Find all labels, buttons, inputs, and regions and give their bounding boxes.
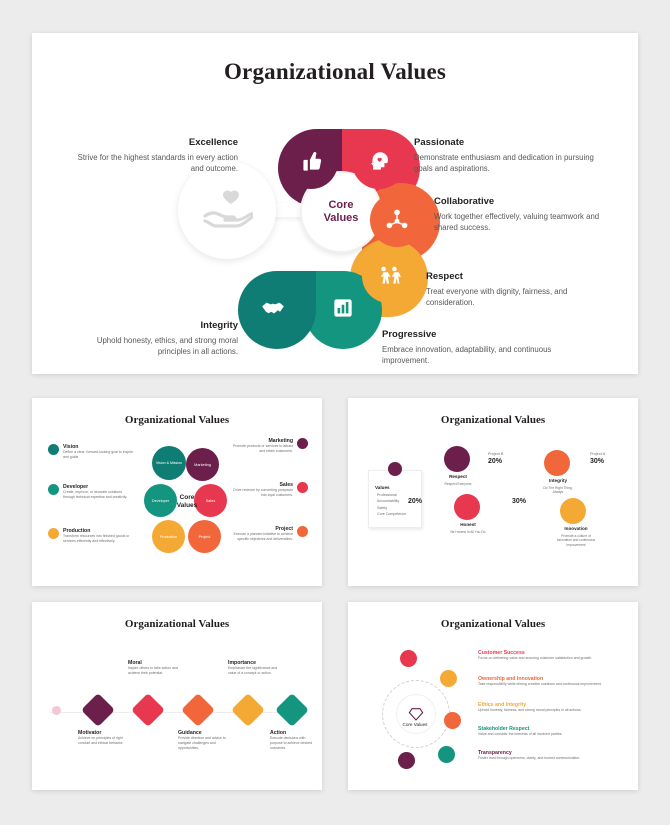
label-title: Progressive	[382, 329, 437, 340]
core-label-line2: Values	[323, 212, 359, 224]
bubble-production[interactable]	[152, 520, 185, 553]
thumb1-right-item-sales	[228, 482, 308, 498]
node-honest[interactable]	[454, 494, 480, 520]
step-title: Motivator	[78, 730, 102, 736]
page-title: Organizational Values	[223, 59, 447, 84]
card-list-item: Accountability	[377, 499, 400, 504]
step-desc: Emphasize the significance and value of a concept or action.	[228, 666, 278, 675]
label-desc: Work together effectively, valuing teamwork and shared success.	[434, 212, 600, 232]
item-desc: Create, improve, or innovate solutions through technical expertise and creativity.	[63, 490, 128, 499]
item-title: Sales	[279, 482, 293, 488]
core-values-diagram	[32, 91, 638, 374]
node-project-a-top: Project A	[590, 452, 606, 456]
item-title: Production	[63, 528, 91, 534]
node-respect[interactable]	[444, 446, 470, 472]
step-desc: Provide direction and advice to navigate challenges and opportunities.	[178, 736, 226, 750]
step-title: Importance	[228, 660, 256, 666]
orbit-gear-icon[interactable]	[444, 712, 461, 729]
thumbnail-slide-2[interactable]	[348, 398, 638, 586]
orbit-search-icon[interactable]	[398, 752, 415, 769]
label-desc: Strive for the highest standards in every action and outcome.	[77, 153, 238, 173]
factory-icon	[48, 528, 59, 539]
center-core-label: Core Values	[402, 722, 428, 727]
target-icon	[297, 526, 308, 537]
step-action[interactable]	[275, 693, 309, 727]
item-desc: Execute a planned initiative to achieve specific objectives and deliverables.	[233, 532, 293, 541]
label-desc: Uphold honesty, ethics, and strong moral principles in all actions.	[96, 336, 238, 356]
label-importance	[228, 660, 286, 676]
bubble-marketing[interactable]	[186, 448, 219, 481]
node-label-respect: Respect	[449, 474, 467, 479]
step-desc: Achieve on principles of right conduct and ethical behavior.	[78, 736, 124, 745]
bubble-label: Marketing	[194, 462, 211, 467]
item-desc: Focus on delivering value and ensuring customer satisfaction and growth.	[478, 656, 593, 660]
node-caption-respect: Respect Everyone	[444, 482, 472, 486]
label-excellence	[70, 137, 238, 174]
step-title: Moral	[128, 660, 142, 666]
label-title: Excellence	[188, 137, 238, 148]
clip-icon	[388, 462, 402, 476]
node-project-b: Project B	[488, 452, 504, 456]
label-title: Collaborative	[434, 196, 495, 207]
item-title: Developer	[63, 484, 89, 490]
node-caption-honest: Be Honest In All You Do	[450, 530, 486, 534]
item-title: Marketing	[268, 438, 293, 444]
label-action	[270, 730, 318, 751]
thumb1-left-item-developer	[48, 484, 134, 500]
node-label-integrity: Integrity	[548, 478, 568, 483]
icon-bubble-integrity[interactable]	[246, 281, 300, 335]
list-item	[478, 702, 624, 713]
label-moral	[128, 660, 182, 676]
node-label-innovation: Innovation	[564, 526, 588, 531]
code-icon	[48, 484, 59, 495]
handshake-icon	[260, 295, 286, 321]
label-passionate	[414, 137, 594, 174]
thumb-title: Organizational Values	[124, 618, 230, 630]
list-item	[478, 676, 624, 687]
thumb1-right-item-project	[228, 526, 308, 542]
eye-icon	[48, 444, 59, 455]
thumbnail-slide-4[interactable]	[348, 602, 638, 790]
item-title: Ownership and Innovation	[478, 676, 544, 682]
thumb1-left-item-vision	[48, 444, 134, 460]
thumbs-up-icon	[298, 149, 324, 175]
label-motivator	[78, 730, 134, 746]
path-end-dot	[52, 706, 61, 715]
card-list-item: Professional	[377, 493, 397, 497]
item-title: Project	[275, 526, 293, 532]
bubble-vision-mission[interactable]	[152, 446, 186, 480]
item-desc: Transform resources into finished goods or services efficiently and effectively.	[63, 534, 130, 543]
step-moral[interactable]	[131, 693, 165, 727]
growth-icon	[297, 482, 308, 493]
step-importance[interactable]	[231, 693, 265, 727]
thumb-title: Organizational Values	[124, 414, 230, 426]
people-icon	[376, 263, 402, 289]
network-nodes-icon	[384, 207, 410, 233]
bubble-label: Sales	[205, 498, 216, 503]
thumb1-center-label: Core Values	[176, 494, 198, 509]
orbit-bulb-icon[interactable]	[440, 670, 457, 687]
head-heart-icon	[366, 149, 392, 175]
item-desc: Drive revenue by converting prospects into loyal customers.	[233, 488, 293, 497]
label-collaborative	[434, 196, 614, 233]
item-desc: Take responsibility while driving creative solutions and continuous improvement.	[478, 682, 602, 686]
thumbnail-slide-3[interactable]	[32, 602, 322, 790]
item-title: Transparency	[478, 750, 512, 756]
node-caption-integrity: Do The Right Thing, Always	[543, 486, 573, 495]
center-core-values	[396, 694, 436, 734]
node-label-honest: Honest	[460, 522, 476, 527]
node-value-innovation: 30%	[512, 498, 527, 505]
icon-bubble-progressive[interactable]	[316, 281, 370, 335]
item-title: Ethics and Integrity	[478, 702, 527, 708]
icon-bubble-respect[interactable]	[362, 249, 416, 303]
node-value-a-top: 30%	[590, 458, 605, 465]
icon-bubble-excellence[interactable]	[284, 135, 338, 189]
bar-chart-icon	[330, 295, 356, 321]
label-desc: Embrace innovation, adaptability, and continuous improvement.	[382, 345, 552, 365]
thumb-title: Organizational Values	[440, 618, 546, 630]
label-progressive	[382, 329, 562, 366]
node-caption-innovation: Promote a culture of innovation and continuous improvement	[556, 534, 596, 547]
bubble-label: Production	[159, 534, 178, 539]
bubble-label: Developer	[151, 498, 170, 503]
orbit-people-icon[interactable]	[400, 650, 417, 667]
label-guidance	[178, 730, 234, 751]
orbit-hand-icon[interactable]	[438, 746, 455, 763]
label-desc: Treat everyone with dignity, fairness, and consideration.	[426, 287, 568, 307]
thumb1-left-item-production	[48, 528, 134, 544]
item-desc: Foster trust through openness, clarity, and honest communication.	[478, 756, 581, 760]
card-list-item: Core Competence	[377, 512, 407, 517]
label-title: Integrity	[200, 320, 238, 331]
list-item	[478, 750, 624, 761]
label-integrity	[68, 320, 238, 357]
step-desc: Inspire others to take action and achieve their potential.	[128, 666, 178, 675]
item-desc: Value and consider the interests of all involved parties.	[478, 732, 563, 736]
item-title: Customer Success	[478, 650, 525, 656]
heart-in-hand-circle	[178, 161, 276, 259]
step-motivator[interactable]	[81, 693, 115, 727]
megaphone-icon	[297, 438, 308, 449]
icon-bubble-passionate[interactable]	[352, 135, 406, 189]
node-value-b: 20%	[488, 458, 503, 465]
diamond-icon	[408, 706, 424, 722]
item-desc: Promote products or services to attract and retain customers.	[232, 444, 293, 453]
label-desc: Demonstrate enthusiasm and dedication in pursuing goals and aspirations.	[414, 153, 594, 173]
icon-bubble-collaborative[interactable]	[370, 193, 424, 247]
node-value-honest: 20%	[408, 498, 423, 505]
step-title: Guidance	[178, 730, 202, 736]
bubble-project[interactable]	[188, 520, 221, 553]
step-guidance[interactable]	[181, 693, 215, 727]
label-respect	[426, 271, 601, 308]
main-slide	[32, 33, 638, 374]
list-item	[478, 726, 624, 737]
node-innovation[interactable]	[560, 498, 586, 524]
card-list-item: Safety	[377, 505, 388, 510]
item-desc: Define a clear, forward-looking goal to inspire and guide.	[63, 450, 134, 459]
core-label-line1: Core	[328, 199, 354, 211]
label-title: Passionate	[414, 137, 465, 148]
step-title: Action	[270, 730, 287, 736]
heart-in-hand-icon	[201, 188, 253, 232]
thumbnail-slide-1[interactable]	[32, 398, 322, 586]
bubble-label: Project	[198, 534, 211, 539]
list-item	[478, 650, 624, 661]
card-heading: Values	[375, 485, 390, 490]
node-integrity[interactable]	[544, 450, 570, 476]
thumb1-right-item-marketing	[228, 438, 308, 454]
step-desc: Execute decisions with purpose to achieve desired outcomes.	[270, 736, 313, 750]
item-title: Stakeholder Respect	[478, 726, 530, 732]
label-title: Respect	[426, 271, 463, 282]
thumb-title: Organizational Values	[440, 414, 546, 426]
bubble-label: Vision & Mission	[155, 460, 183, 465]
item-title: Vision	[63, 444, 79, 450]
item-desc: Uphold honesty, fairness, and strong moral principles in all actions.	[478, 708, 582, 712]
